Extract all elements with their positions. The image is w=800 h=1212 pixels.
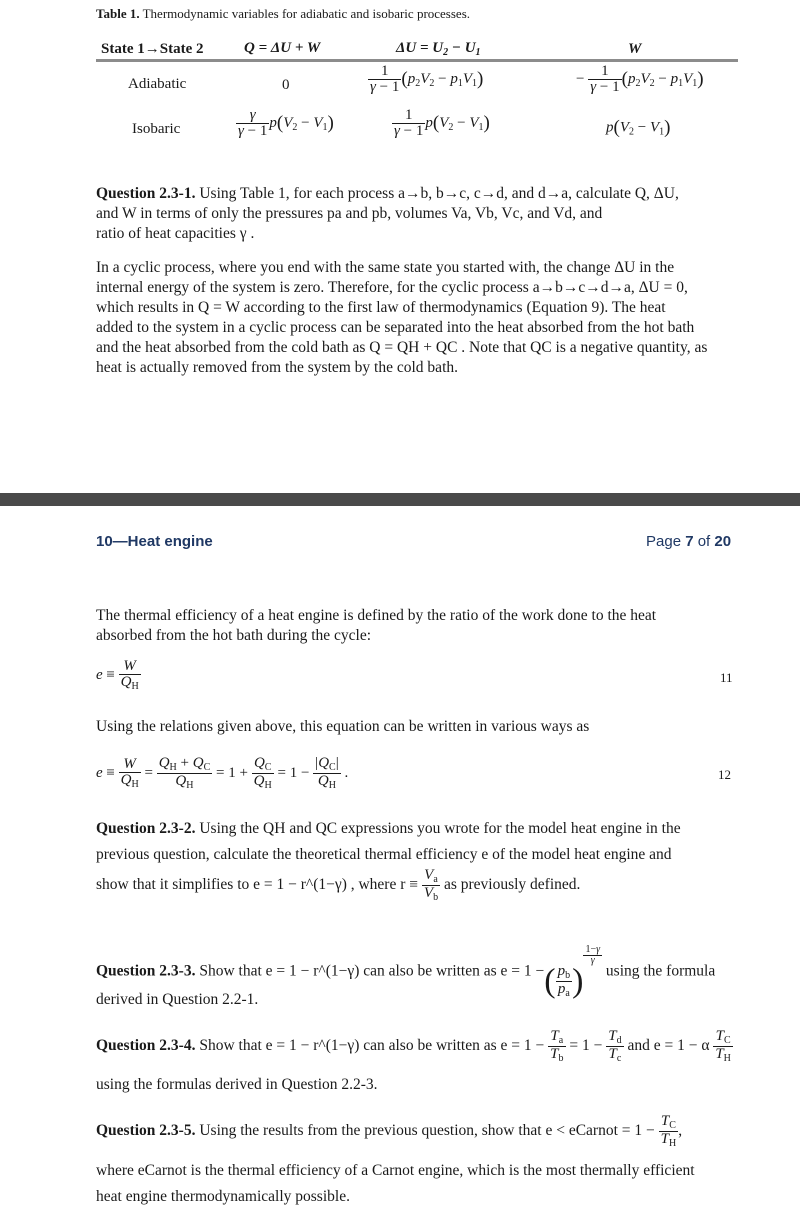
question-2-3-5: Question 2.3-5. Using the results from the previous question, show that e < eCarnot = 1 − $\frac{T_C}{T_H}$ , [96, 1113, 683, 1149]
header-w: W [628, 41, 642, 57]
q235-text-a: Using the results from the previous question, show that e < eCarnot = 1 − [195, 1122, 655, 1140]
page-separator [0, 493, 800, 506]
cyclic-line-4: added to the system in a cyclic process can be separated into the heat absorbed from the hot bath [96, 319, 695, 336]
equation-12: e ≡ $\frac{W}{Q_H}$ = $\frac{Q_H + Q_C}{Q_H}$ = 1 + $\frac{Q_C}{Q_H}$ = 1 − $\frac{|Q_C|}{Q_H}$ . [96, 755, 349, 791]
equation-11-number: 11 [720, 670, 733, 685]
cyclic-paragraph [96, 258, 746, 378]
q233-title: Question 2.3-3. [96, 962, 196, 980]
row-isobaric-label: Isobaric [132, 121, 181, 137]
page-number [646, 533, 731, 550]
equation-11: e ≡ $\frac{W}{Q_H}$ [96, 658, 139, 692]
row-isobaric-du: $\frac{1}{\gamma - 1}$ $p(V_2 - V_1)$ [394, 107, 490, 139]
cyclic-line-5: and the heat absorbed from the cold bath as Q = QH + QC . Note that QC is a negative quantity, as [96, 339, 708, 356]
q234-title: Question 2.3-4. [96, 1037, 196, 1055]
q232-line1: Using the QH and QC expressions you wrote for the model heat engine in the [195, 820, 681, 837]
header-du: $\Delta U = U_2 - U_1$ [396, 40, 481, 58]
efficiency-intro-line1: The thermal efficiency of a heat engine is defined by the ratio of the work done to the heat [96, 607, 657, 624]
q234-text-a: Show that e = 1 − r^(1−γ) can also be written as e = 1 − [195, 1037, 545, 1055]
efficiency-intro-line2: absorbed from the hot bath during the cycle: [96, 627, 372, 644]
cyclic-line-1: In a cyclic process, where you end with the same state you started with, the change ΔU in the [96, 259, 675, 276]
q231-title: Question 2.3-1. [96, 185, 196, 202]
q232-line3b: as previously defined. [440, 876, 581, 894]
page-total: 20 [714, 533, 732, 550]
q231-line3: ratio of heat capacities γ . [96, 225, 255, 242]
q231-line1: Using Table 1, for each process a→b, b→c, c→d, and d→a, calculate Q, ΔU, [199, 185, 679, 202]
table-caption [96, 6, 470, 22]
table-caption-label: Table 1. [96, 6, 140, 21]
q231-line2: and W in terms of only the pressures pa and pb, volumes Va, Vb, Vc, and Vd, and [96, 205, 603, 222]
question-2-3-1 [96, 184, 746, 244]
q233-text-b: using the formula [605, 962, 716, 980]
row-isobaric-q: $\frac{\gamma}{\gamma - 1}$ $p(V_2 - V_1)$ [238, 107, 334, 139]
question-2-3-4: Question 2.3-4. Show that e = 1 − r^(1−γ) can also be written as e = 1 − $\frac{T_a}{T_b}$ = 1 − $\frac{T_d}{T_c}$ and e = 1 − α $\frac{T_C}{T_H}$ [96, 1028, 731, 1064]
q233-text-a: Show that e = 1 − r^(1−γ) can also be written as e = 1 − [195, 962, 545, 980]
q232-line3a: show that it simplifies to e = 1 − r^(1−γ) , where r ≡ [96, 876, 419, 894]
efficiency-intro [96, 606, 746, 646]
header-state: State 1→State 2 [101, 41, 204, 57]
q232-title: Question 2.3-2. [96, 820, 196, 837]
q235-line2: where eCarnot is the thermal efficiency of a Carnot engine, which is the most thermally efficient [96, 1162, 695, 1179]
page-of: of [693, 533, 715, 550]
page-prefix: Page [646, 533, 686, 550]
q235-line3: heat engine thermodynamically possible. [96, 1188, 350, 1205]
q232-line2: previous question, calculate the theoretical thermal efficiency e of the model heat engine and [96, 846, 672, 863]
q235-title: Question 2.3-5. [96, 1122, 196, 1140]
question-2-3-2: Question 2.3-2. Using the QH and QC expressions you wrote for the model heat engine in the previous question, calculate the theoretical thermal efficiency e of the model heat engine and show that it simplifies to e = 1 − r^(1−γ) , where r ≡ $\frac{V_a}{V_b}$ as previously defined. [96, 816, 756, 903]
q234-text-and: and e = 1 − α [627, 1037, 710, 1055]
relations-text: Using the relations given above, this equation can be written in various ways as [96, 718, 590, 735]
question-2-3-5-continued [96, 1158, 756, 1210]
table-header [96, 38, 738, 60]
cyclic-line-6: heat is actually removed from the system by the cold bath. [96, 359, 458, 376]
page-current: 7 [685, 533, 694, 550]
row-isobaric-w: $p(V_2 - V_1)$ [606, 117, 671, 138]
cyclic-line-2: internal energy of the system is zero. Therefore, for the cyclic process a→b→c→d→a, ΔU = 0, [96, 279, 688, 296]
table-rule [96, 59, 738, 62]
q234-line2: using the formulas derived in Question 2.2-3. [96, 1076, 378, 1093]
cyclic-line-3: which results in Q = W according to the first law of thermodynamics (Equation 9). The heat [96, 299, 666, 316]
header-q: Q = ΔU + W [244, 40, 321, 56]
q233-line2: derived in Question 2.2-1. [96, 991, 259, 1008]
row-adiabatic-w: − $\frac{1}{\gamma - 1}$ $(p_2V_2 - p_1V_1)$ [576, 63, 704, 95]
page-header-title: 10—Heat engine [96, 533, 213, 550]
row-adiabatic-du: $\frac{1}{\gamma - 1}$ $(p_2V_2 - p_1V_1)$ [370, 63, 484, 95]
table-caption-text: Thermodynamic variables for adiabatic and isobaric processes. [139, 6, 471, 21]
row-adiabatic-label: Adiabatic [128, 76, 187, 92]
row-adiabatic-q: 0 [282, 77, 290, 93]
equation-12-number: 12 [718, 767, 731, 782]
q233-fraction: ( $\frac{p_b}{p_a}$ ) $\frac{1-\gamma}{\gamma}$ [544, 944, 601, 1000]
